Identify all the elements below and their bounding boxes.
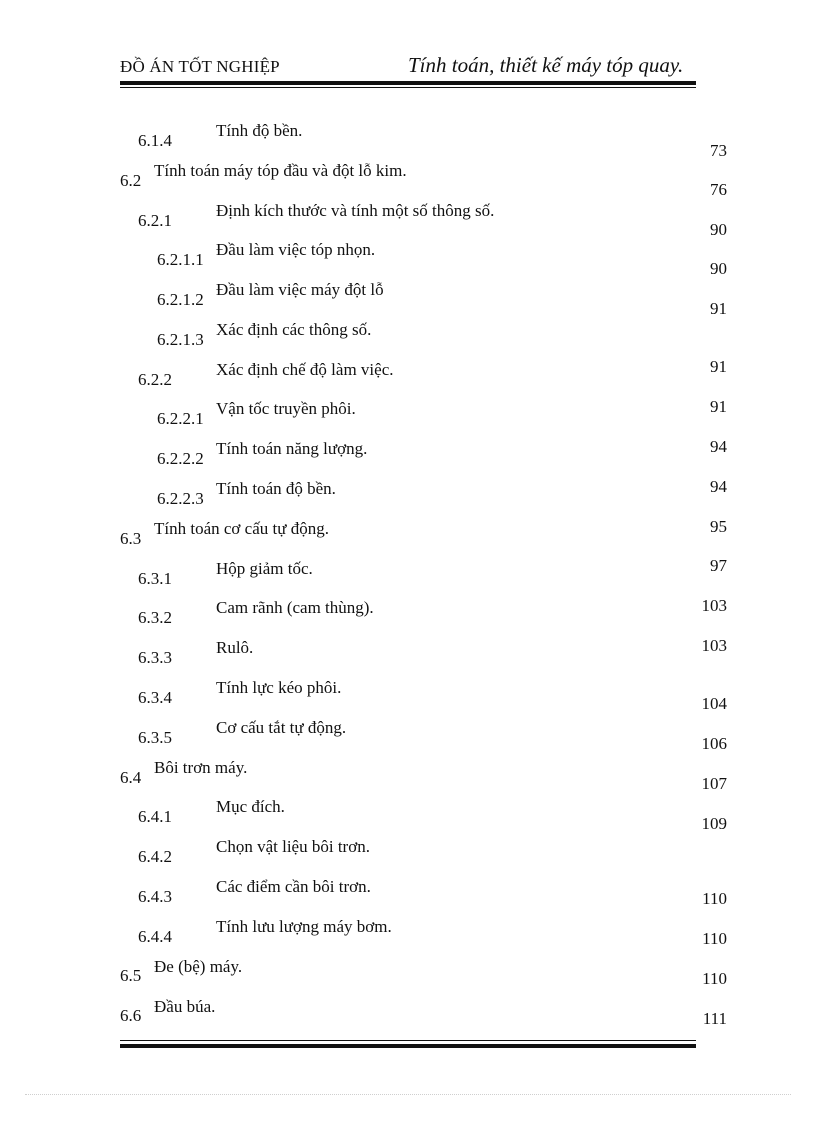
page-number: 91 — [710, 357, 727, 376]
toc-number: 6.3.5 — [138, 728, 172, 747]
page-number: 95 — [710, 517, 727, 536]
toc-title: Mục đích. — [216, 797, 285, 816]
toc-number: 6.2.2.1 — [157, 409, 204, 428]
toc-number: 6.6 — [120, 1006, 142, 1025]
toc-title: Xác định chế độ làm việc. — [216, 360, 394, 379]
toc-title: Bôi trơn máy. — [154, 758, 248, 777]
page-number: 111 — [702, 1009, 727, 1028]
toc-number: 6.4.4 — [138, 927, 172, 946]
toc-title: Các điểm cần bôi trơn. — [216, 877, 371, 896]
toc-number: 6.2.2.3 — [157, 489, 204, 508]
toc-title: Định kích thước và tính một số thông số. — [216, 201, 495, 220]
page-number: 103 — [701, 596, 727, 615]
toc-number: 6.2.2.2 — [157, 449, 204, 468]
toc-number: 6.4.3 — [138, 887, 172, 906]
toc-number: 6.2.2 — [138, 370, 172, 389]
page-number: 106 — [701, 734, 727, 753]
toc-title: Tính toán cơ cấu tự động. — [154, 519, 329, 538]
toc-number: 6.4 — [120, 768, 142, 787]
toc-title: Đầu làm việc máy đột lỗ — [216, 280, 384, 299]
header-rule-thin — [120, 87, 696, 88]
toc-title: Tính lưu lượng máy bơm. — [216, 917, 392, 936]
toc-number: 6.3.4 — [138, 688, 172, 707]
page-number: 76 — [710, 180, 727, 199]
page-number: 104 — [701, 694, 727, 713]
page-number: 90 — [710, 259, 727, 278]
page-number: 73 — [710, 141, 727, 160]
toc-number: 6.1.4 — [138, 131, 172, 150]
page-number: 91 — [710, 299, 727, 318]
toc-number: 6.2.1.2 — [157, 290, 204, 309]
footer-rule-thin — [120, 1040, 696, 1041]
toc-title: Tính toán máy tóp đầu và đột lỗ kim. — [154, 161, 407, 180]
page-number: 110 — [702, 969, 727, 988]
page-number: 91 — [710, 397, 727, 416]
toc-title: Đầu búa. — [154, 997, 216, 1016]
toc-number: 6.3.3 — [138, 648, 172, 667]
page-number: 94 — [710, 437, 727, 456]
page-number: 97 — [710, 556, 727, 575]
page-number: 110 — [702, 929, 727, 948]
page-number: 103 — [701, 636, 727, 655]
page-bottom-border — [25, 1094, 791, 1095]
toc-title: Vận tốc truyền phôi. — [216, 399, 356, 418]
toc-number: 6.2.1.1 — [157, 250, 204, 269]
toc-number: 6.3.2 — [138, 608, 172, 627]
toc-title: Hộp giảm tốc. — [216, 559, 313, 578]
toc-number: 6.2 — [120, 171, 142, 190]
toc-number: 6.4.2 — [138, 847, 172, 866]
footer-rule-thick — [120, 1044, 696, 1048]
page-number: 107 — [701, 774, 727, 793]
toc-title: Tính lực kéo phôi. — [216, 678, 342, 697]
toc-number: 6.3 — [120, 529, 142, 548]
toc-number: 6.4.1 — [138, 807, 172, 826]
toc-number: 6.5 — [120, 966, 142, 985]
toc-number: 6.2.1 — [138, 211, 172, 230]
toc-title: Rulô. — [216, 638, 254, 657]
toc-title: Xác định các thông số. — [216, 320, 372, 339]
toc-title: Đe (bệ) máy. — [154, 957, 243, 976]
toc-number: 6.2.1.3 — [157, 330, 204, 349]
page-number: 94 — [710, 477, 727, 496]
page-number: 110 — [702, 889, 727, 908]
header-right: Tính toán, thiết kế máy tóp quay. — [408, 53, 684, 77]
toc-title: Cam rãnh (cam thùng). — [216, 598, 374, 617]
header-left: ĐỒ ÁN TỐT NGHIỆP — [120, 57, 280, 76]
toc-title: Đầu làm việc tóp nhọn. — [216, 240, 376, 259]
toc-title: Chọn vật liệu bôi trơn. — [216, 837, 370, 856]
page-number: 109 — [701, 814, 727, 833]
page-number: 90 — [710, 220, 727, 239]
header-rule-thick — [120, 81, 696, 85]
toc-title: Tính toán độ bền. — [216, 479, 336, 498]
toc-title: Tính độ bền. — [216, 121, 303, 140]
toc-title: Cơ cấu tắt tự động. — [216, 718, 347, 737]
toc-title: Tính toán năng lượng. — [216, 439, 368, 458]
toc-number: 6.3.1 — [138, 569, 172, 588]
